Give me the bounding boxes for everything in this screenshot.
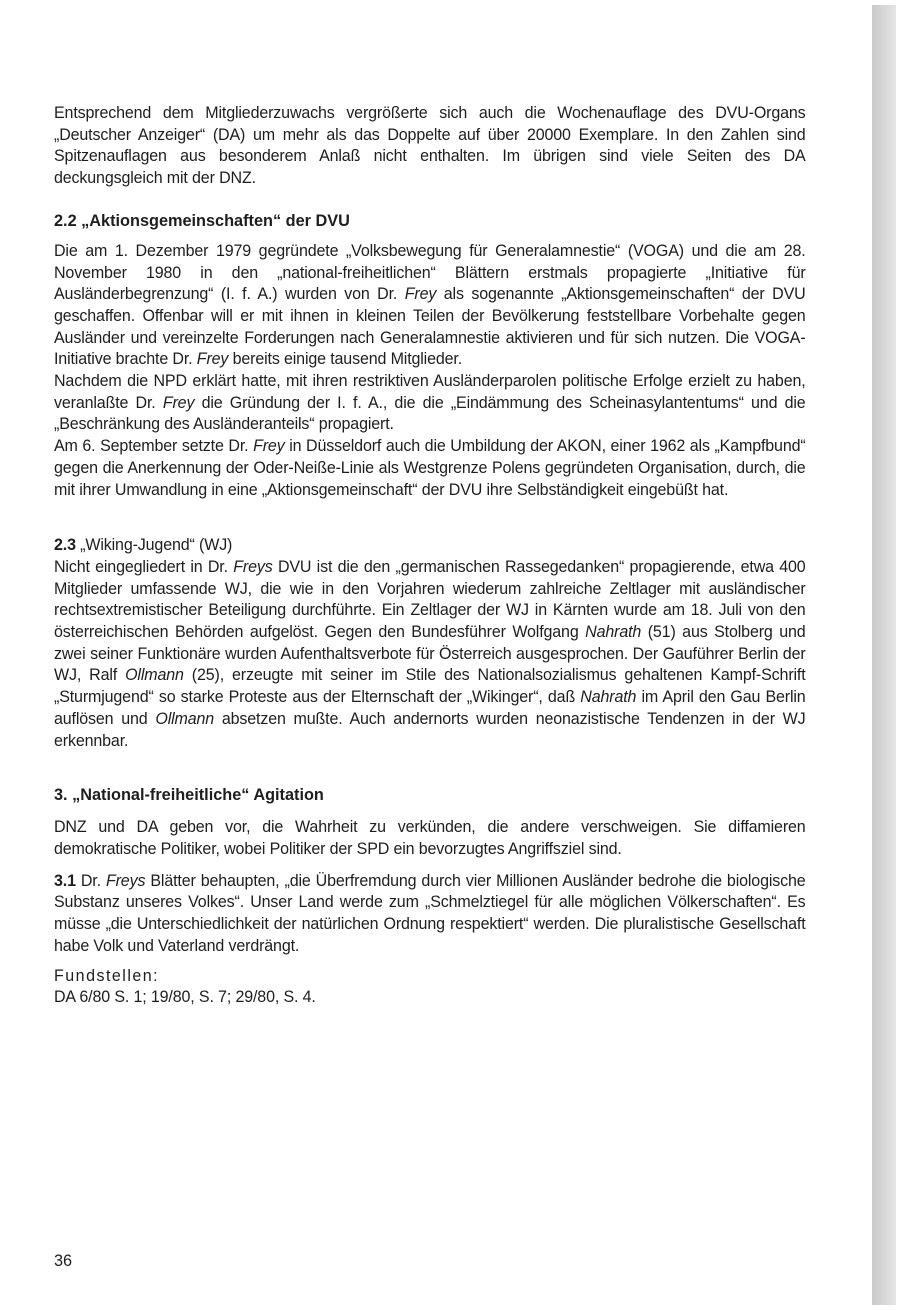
- sources-label: Fundstellen:: [54, 966, 160, 985]
- person-name: Freys: [233, 557, 273, 576]
- text-run: Dr.: [75, 871, 106, 890]
- text-run: DVU ist die den „germanischen Rassegedanken“ propagierende, etwa 400 Mitglieder umfassende WJ, die wie in den Vorjahren wiederum zahlreiche Zeltlager mit ausländischer rechtsextremistischer Beteiligung durchführte. Ein Zeltlager der WJ in Kärnten wurde am 18. Juli von den österreichischen Behörden aufgelöst. Gegen den Bundesführer Wolfgang: [54, 557, 806, 642]
- text-run: in Düsseldorf auch die Umbildung der AKON, einer 1962 als „Kampfbund“ gegen die Anerkennung der Oder-Neiße-Linie als Westgrenze Polens gegründeten Organisation, durch, die mit ihrer Umwandlung in eine „Aktionsgemeinschaft“ der DVU ihre Selbständigkeit eingebüßt hat.: [54, 437, 806, 499]
- person-name: Ollmann: [125, 666, 184, 685]
- text-run: Am 6. September setzte Dr.: [54, 437, 254, 456]
- section-2-2-paragraph-2: [54, 371, 806, 436]
- intro-paragraph: Entsprechend dem Mitgliederzuwachs vergrößerte sich auch die Wochenauflage des DVU-Organs „Deutscher Anzeiger“ (DA) um mehr als das Doppelte auf über 20000 Exemplare. In den Zahlen sind Spitzenauflagen aus besonderem Anlaß nicht enthalten. Im übrigen sind viele Seiten des DA deckungsgleich mit der DNZ.: [54, 104, 806, 188]
- text-run: Nicht eingegliedert in Dr.: [54, 557, 234, 576]
- person-name: Frey: [253, 437, 285, 456]
- document-page: [54, 103, 817, 1009]
- text-run: Nachdem die NPD erklärt hatte, mit ihren restriktiven Ausländerparolen politische Erfolge erzielt zu haben, veranlaßte Dr.: [54, 372, 806, 412]
- text-run: (51) aus Stolberg und zwei seiner Funktionäre wurden Aufenthaltsverbote für Österreich ausgesprochen. Der Gauführer Berlin der WJ, Ralf: [54, 623, 806, 685]
- section-2-2-paragraph-3: [54, 436, 806, 501]
- text-run: (25), erzeugte mit seiner im Stile des Nationalsozialismus gehaltenen Kampf-Schrift „Sturmjugend“ so starke Proteste aus der Elternschaft der „Wikinger“, daß: [54, 666, 806, 707]
- section-3-paragraph-1: DNZ und DA geben vor, die Wahrheit zu verkünden, die andere verschweigen. Sie diffamieren demokratische Politiker, wobei Politiker der SPD ein bevorzugtes Angriffsziel sind.: [54, 818, 806, 858]
- text-run: im April den Gau Berlin auflösen und: [54, 688, 806, 728]
- section-number: 2.3: [54, 536, 76, 555]
- person-name: Nahrath: [580, 688, 637, 707]
- section-title: „Wiking-Jugend“ (WJ): [75, 536, 233, 555]
- text-run: als sogenannte „Aktionsgemeinschaften“ der DVU geschaffen. Offenbar will er mit ihnen in kleinen Teilen der Bevölkerung feststellbare Vorbehalte gegen Ausländer und vereinzelte Forderungen nach Generalamnestie aktivieren und für sich nutzen. Die VOGA-Initiative brachte Dr.: [54, 285, 806, 369]
- text-run: Die am 1. Dezember 1979 gegründete „Volksbewegung für Generalamnestie“ (VOGA) und die am 28. November 1980 in den „national-freiheitlichen“ Blättern erstmals propagierte „Initiative für Ausländerbegrenzung“ (I. f. A.) wurden von Dr.: [54, 241, 806, 304]
- section-2-2-heading: 2.2 „Aktionsgemeinschaften“ der DVU: [54, 211, 350, 230]
- section-2-2-paragraph-1: [54, 241, 806, 371]
- section-3-heading: 3. „National-freiheitliche“ Agitation: [54, 786, 324, 805]
- text-run: die Gründung der I. f. A., die die „Eindämmung des Scheinasylantentums“ und die „Beschränkung des Ausländeranteils“ propagiert.: [54, 393, 806, 434]
- person-name: Ollmann: [155, 709, 215, 728]
- section-2-3-heading: [54, 535, 806, 557]
- section-3-1-paragraph: [54, 871, 806, 958]
- sources-list: DA 6/80 S. 1; 19/80, S. 7; 29/80, S. 4.: [54, 988, 316, 1007]
- person-name: Frey: [404, 285, 437, 304]
- subsection-number: 3.1: [54, 871, 76, 890]
- person-name: Nahrath: [585, 623, 642, 642]
- text-run: bereits einige tausend Mitglieder.: [228, 350, 463, 369]
- page-number: 36: [54, 1252, 73, 1270]
- section-2-3-paragraph: [54, 557, 806, 752]
- person-name: Frey: [196, 350, 229, 369]
- scan-edge-bar: [872, 5, 896, 1305]
- text-run: absetzen mußte. Auch andernorts wurden neonazistische Tendenzen in der WJ erkennbar.: [54, 709, 806, 750]
- text-run: Blätter behaupten, „die Überfremdung durch vier Millionen Ausländer bedrohe die biologische Substanz unseres Volkes“. Unser Land werde zum „Schmelztiegel für alle möglichen Völkerschaften“. Es müsse „die Unterschiedlichkeit der natürlichen Ordnung respektiert“ werden. Die pluralistische Gesellschaft habe Volk und Vaterland verdrängt.: [54, 871, 806, 955]
- person-name: Frey: [162, 393, 195, 412]
- person-name: Freys: [105, 871, 146, 890]
